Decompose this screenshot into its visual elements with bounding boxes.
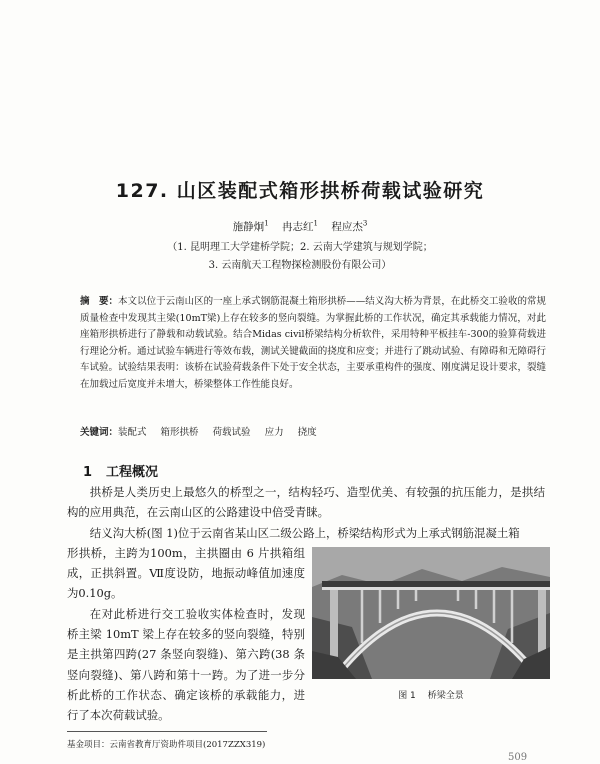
author-name: 施静炯 bbox=[232, 221, 265, 233]
keywords bbox=[80, 424, 331, 438]
author-name: 程应杰 bbox=[331, 221, 363, 233]
keywords-label: 关键词： bbox=[80, 427, 119, 438]
bridge-photo bbox=[312, 547, 550, 679]
author-affiliation-mark: 1 bbox=[313, 219, 318, 228]
section-number: 1 bbox=[83, 465, 93, 480]
keyword: 装配式 bbox=[118, 427, 147, 438]
abstract bbox=[80, 294, 546, 393]
author-affiliation-mark: 3 bbox=[362, 219, 368, 228]
section-title: 工程概况 bbox=[106, 465, 159, 480]
bridge-photo-illustration bbox=[312, 547, 550, 679]
keyword: 箱形拱桥 bbox=[160, 427, 199, 438]
abstract-label: 摘 要： bbox=[80, 296, 119, 307]
figure-label: 图 1 bbox=[398, 691, 416, 701]
keyword: 荷载试验 bbox=[212, 427, 251, 438]
figure-caption-text: 桥梁全景 bbox=[427, 691, 464, 701]
author-list bbox=[0, 219, 600, 234]
footnote-divider bbox=[67, 731, 267, 732]
abstract-text: 本文以位于云南山区的一座上承式钢筋混凝土箱形拱桥——结义沟大桥为背景，在此桥交工验收的常规质量检查中发现其主梁(10mT梁)上存在较多的竖向裂缝。为掌握此桥的工作状况，确定其承载能力情况，对此座箱形拱桥进行了静载和动载试验。结合Midas civil桥梁结构分析软件，采用特种平板挂车-300的验算荷载进行理论分析。通过试验车辆进行等效布载，测试关键截面的挠度和应变；并进行了跳动试验、有障碍和无障碍行车试验。试验结果表明：该桥在试验荷载条件下处于安全状态，主要承重构件的强度、刚度满足设计要求，裂缝在加载过后宽度并未增大，桥梁整体工作性能良好。 bbox=[80, 296, 546, 390]
affiliation-line: 3. 云南航天工程物探检测股份有限公司） bbox=[208, 260, 392, 271]
body-paragraph: 形拱桥，主跨为100m，主拱圈由 6 片拱箱组成，正拱斜置。Ⅶ度设防，地振动峰值加速度为0.10g。 bbox=[67, 546, 305, 601]
body-paragraph: 在对此桥进行交工验收实体检查时，发现桥主梁 10mT 梁上存在较多的竖向裂缝，特别是主拱第四跨(27 条竖向裂缝)、第六跨(38 条竖向裂缝)、第八跨和第十一跨。为了进一步分析此桥的工作状态、确定该桥的承载能力，进行了本次荷载试验。 bbox=[67, 607, 305, 723]
keyword: 挠度 bbox=[297, 427, 317, 438]
body-paragraph: 拱桥是人类历史上最悠久的桥型之一，结构轻巧、造型优美、有较强的抗压能力，是拱结构的应用典范，在云南山区的公路建设中倍受青睐。 bbox=[67, 485, 545, 520]
page-number: 509 bbox=[508, 752, 528, 763]
paper-title: 127. 山区装配式箱形拱桥荷载试验研究 bbox=[115, 180, 485, 202]
figure-caption bbox=[312, 688, 550, 701]
keyword: 应力 bbox=[264, 427, 284, 438]
author-affiliation-mark: 1 bbox=[264, 219, 269, 228]
body-paragraph: 结义沟大桥(图 1)位于云南省某山区二级公路上，桥梁结构形式为上承式钢筋混凝土箱 bbox=[89, 526, 520, 540]
section-heading bbox=[83, 461, 158, 480]
footnote: 基金项目：云南省教育厅资助件项目(2017ZZX319) bbox=[67, 740, 266, 750]
affiliation-line: （1. 昆明理工大学建桥学院；2. 云南大学建筑与规划学院； bbox=[167, 242, 433, 253]
author-name: 冉志红 bbox=[282, 221, 314, 233]
